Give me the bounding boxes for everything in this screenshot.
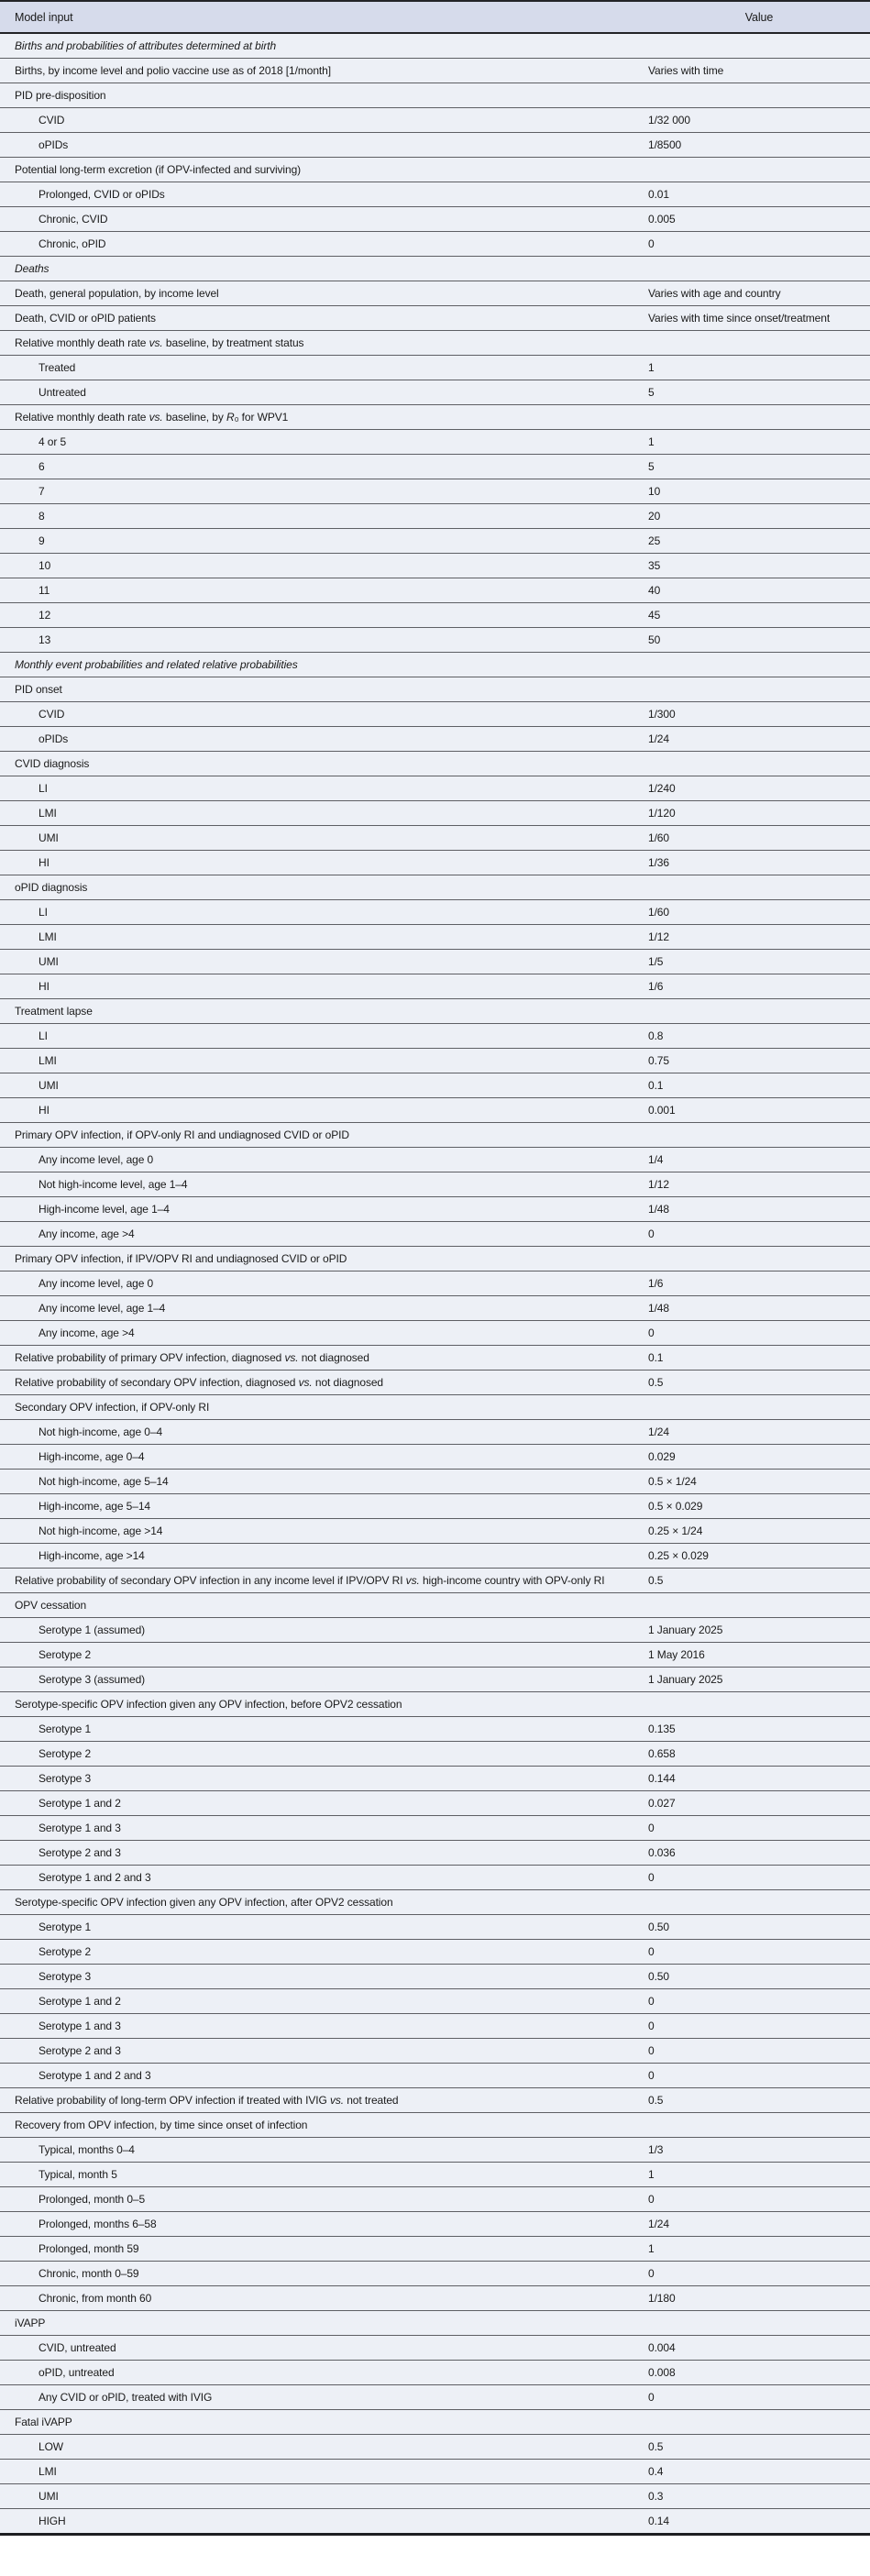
- row-value: 1/60: [648, 900, 870, 925]
- row-value: 50: [648, 628, 870, 653]
- table-row: [0, 826, 870, 851]
- row-value: 1/32 000: [648, 108, 870, 133]
- table-row: [0, 1618, 870, 1643]
- table-row: [0, 2138, 870, 2163]
- table-row: [0, 2361, 870, 2385]
- row-label: Serotype 2 and 3: [0, 2039, 648, 2064]
- table-row: [0, 207, 870, 232]
- row-value: 0.5: [648, 2088, 870, 2113]
- row-value: 0.027: [648, 1791, 870, 1816]
- row-label: Serotype 2: [0, 1742, 648, 1767]
- table-row: [0, 2509, 870, 2535]
- group-row: [0, 1395, 870, 1420]
- row-value: 0: [648, 1866, 870, 1890]
- row-value: 0: [648, 2064, 870, 2088]
- table-row: [0, 1024, 870, 1049]
- row-label: Births and probabilities of attributes determined at birth: [15, 39, 277, 52]
- row-label: Serotype 2: [0, 1940, 648, 1965]
- row-value: 1/36: [648, 851, 870, 875]
- row-label: UMI: [0, 950, 648, 974]
- row-label: CVID: [0, 702, 648, 727]
- row-value: 0.5 × 1/24: [648, 1470, 870, 1494]
- group-row: [0, 2113, 870, 2138]
- row-label: Not high-income level, age 1–4: [0, 1172, 648, 1197]
- group-row: [0, 1692, 870, 1717]
- row-label: Deaths: [0, 257, 870, 281]
- row-value: 0.4: [648, 2460, 870, 2484]
- row-value: 1: [648, 356, 870, 380]
- table-row: [0, 1866, 870, 1890]
- row-value: 10: [648, 479, 870, 504]
- table-row: [0, 455, 870, 479]
- group-row: [0, 875, 870, 900]
- row-label: Any income level, age 1–4: [0, 1296, 648, 1321]
- table-row: [0, 380, 870, 405]
- row-label: 4 or 5: [0, 430, 648, 455]
- table-row: [0, 974, 870, 999]
- group-row: [0, 752, 870, 776]
- table-row: [0, 2336, 870, 2361]
- table-row: [0, 1321, 870, 1346]
- row-value: 1 January 2025: [648, 1668, 870, 1692]
- row-label: Serotype 1 and 2 and 3: [0, 1866, 648, 1890]
- row-label: iVAPP: [0, 2311, 870, 2336]
- section-row: [0, 653, 870, 677]
- row-value: 1/8500: [648, 133, 870, 158]
- row-label: Prolonged, month 0–5: [0, 2187, 648, 2212]
- table-row: [0, 2212, 870, 2237]
- row-value: 1/24: [648, 727, 870, 752]
- table-row: [0, 1420, 870, 1445]
- group-row: [0, 331, 870, 356]
- row-label: Untreated: [0, 380, 648, 405]
- row-label: UMI: [0, 826, 648, 851]
- table-row: [0, 1989, 870, 2014]
- table-row: [0, 504, 870, 529]
- row-label: 8: [0, 504, 648, 529]
- row-value: Varies with time since onset/treatment: [648, 306, 870, 331]
- row-value: 0.50: [648, 1915, 870, 1940]
- row-label: LMI: [0, 801, 648, 826]
- row-value: 0: [648, 2187, 870, 2212]
- row-label: Treatment lapse: [0, 999, 870, 1024]
- table-row: [0, 1643, 870, 1668]
- row-label: 11: [0, 578, 648, 603]
- table-row: [0, 1098, 870, 1123]
- table-row: [0, 1470, 870, 1494]
- row-label: LOW: [0, 2435, 648, 2460]
- row-value: 0.25 × 0.029: [648, 1544, 870, 1569]
- row-value: 1 May 2016: [648, 1643, 870, 1668]
- row-label: Any income level, age 0: [0, 1148, 648, 1172]
- row-label: Serotype 1: [0, 1915, 648, 1940]
- row-label: Relative probability of secondary OPV infection, diagnosed vs. not diagnosed: [0, 1371, 648, 1395]
- column-header-model-input: Model input: [0, 1, 648, 33]
- row-label: Chronic, month 0–59: [0, 2262, 648, 2286]
- section-row: [0, 257, 870, 281]
- table-row: [0, 950, 870, 974]
- table-row: [0, 900, 870, 925]
- group-row: [0, 1593, 870, 1618]
- table-body: [0, 33, 870, 2535]
- table-row: [0, 776, 870, 801]
- row-value: 1/6: [648, 1271, 870, 1296]
- row-label: Chronic, from month 60: [0, 2286, 648, 2311]
- table-row: [0, 1271, 870, 1296]
- group-row: [0, 405, 870, 430]
- table-row: [0, 1494, 870, 1519]
- row-value: 0.144: [648, 1767, 870, 1791]
- row-value: 0.1: [648, 1346, 870, 1371]
- row-value: 0: [648, 232, 870, 257]
- row-value: 0.8: [648, 1024, 870, 1049]
- table-row: [0, 554, 870, 578]
- row-label: PID onset: [0, 677, 870, 702]
- row-label: Serotype 3: [0, 1965, 648, 1989]
- row-label: Serotype-specific OPV infection given any OPV infection, before OPV2 cessation: [0, 1692, 870, 1717]
- row-label: Prolonged, month 59: [0, 2237, 648, 2262]
- row-value: 1/240: [648, 776, 870, 801]
- table-row: [0, 1073, 870, 1098]
- table-row: [0, 479, 870, 504]
- table-row: [0, 108, 870, 133]
- table-row: [0, 1371, 870, 1395]
- table-row: [0, 306, 870, 331]
- row-label: Death, general population, by income level: [0, 281, 648, 306]
- row-label: Not high-income, age 5–14: [0, 1470, 648, 1494]
- row-value: 0.3: [648, 2484, 870, 2509]
- row-label: Any income, age >4: [0, 1222, 648, 1247]
- row-value: 0.25 × 1/24: [648, 1519, 870, 1544]
- row-label: LI: [0, 776, 648, 801]
- row-value: 1/48: [648, 1296, 870, 1321]
- table-row: [0, 2014, 870, 2039]
- row-value: 35: [648, 554, 870, 578]
- row-label: LI: [0, 1024, 648, 1049]
- row-value: 5: [648, 455, 870, 479]
- row-label: Serotype 3: [0, 1767, 648, 1791]
- table-row: [0, 1197, 870, 1222]
- row-label: CVID diagnosis: [0, 752, 870, 776]
- row-label: oPIDs: [0, 727, 648, 752]
- table-row: [0, 1940, 870, 1965]
- table-row: [0, 1742, 870, 1767]
- row-label: Typical, month 5: [0, 2163, 648, 2187]
- group-row: [0, 1123, 870, 1148]
- row-value: 0: [648, 2385, 870, 2410]
- group-row: [0, 1890, 870, 1915]
- table-row: [0, 232, 870, 257]
- row-label: Serotype-specific OPV infection given any OPV infection, after OPV2 cessation: [0, 1890, 870, 1915]
- table-row: [0, 1544, 870, 1569]
- row-label: 9: [0, 529, 648, 554]
- row-value: 1: [648, 2163, 870, 2187]
- table-row: [0, 182, 870, 207]
- table-row: [0, 925, 870, 950]
- row-label: Relative monthly death rate vs. baseline, by R₀ for WPV1: [0, 405, 870, 430]
- row-label: Serotype 1: [0, 1717, 648, 1742]
- row-label: Any income level, age 0: [0, 1271, 648, 1296]
- row-value: 25: [648, 529, 870, 554]
- table-row: [0, 1172, 870, 1197]
- row-label: Treated: [0, 356, 648, 380]
- table-row: [0, 2286, 870, 2311]
- table-row: [0, 1049, 870, 1073]
- row-label: HIGH: [0, 2509, 648, 2535]
- row-value: Varies with time: [648, 59, 870, 83]
- row-value: 1/180: [648, 2286, 870, 2311]
- row-label: 10: [0, 554, 648, 578]
- row-label: Monthly event probabilities and related relative probabilities: [0, 653, 870, 677]
- row-value: 0.005: [648, 207, 870, 232]
- table-row: [0, 430, 870, 455]
- row-value: 1: [648, 2237, 870, 2262]
- table-row: [0, 801, 870, 826]
- row-label: Serotype 1 and 3: [0, 2014, 648, 2039]
- table-row: [0, 1148, 870, 1172]
- table-row: [0, 702, 870, 727]
- row-value: 1/300: [648, 702, 870, 727]
- table-row: [0, 1717, 870, 1742]
- group-row: [0, 677, 870, 702]
- row-value: 1/4: [648, 1148, 870, 1172]
- row-value: 1/6: [648, 974, 870, 999]
- table-row: [0, 851, 870, 875]
- table-row: [0, 1296, 870, 1321]
- row-label: HI: [0, 851, 648, 875]
- row-label: Chronic, oPID: [0, 232, 648, 257]
- table-row: [0, 1222, 870, 1247]
- row-value: 1/3: [648, 2138, 870, 2163]
- row-label: Relative monthly death rate vs. baseline, by treatment status: [0, 331, 870, 356]
- row-value: 0.5: [648, 1569, 870, 1593]
- row-value: 0: [648, 2262, 870, 2286]
- table-row: [0, 59, 870, 83]
- row-label: High-income, age >14: [0, 1544, 648, 1569]
- table-row: [0, 2088, 870, 2113]
- table-row: [0, 2460, 870, 2484]
- row-value: 20: [648, 504, 870, 529]
- row-value: 0.029: [648, 1445, 870, 1470]
- group-row: [0, 83, 870, 108]
- group-row: [0, 999, 870, 1024]
- row-label: Serotype 1 and 2: [0, 1989, 648, 2014]
- row-value: 5: [648, 380, 870, 405]
- row-value: 0.658: [648, 1742, 870, 1767]
- row-value: 1/5: [648, 950, 870, 974]
- row-value: 1/24: [648, 1420, 870, 1445]
- table-row: [0, 2064, 870, 2088]
- row-label: CVID: [0, 108, 648, 133]
- row-value: 0: [648, 1989, 870, 2014]
- group-row: [0, 158, 870, 182]
- row-label: Serotype 2 and 3: [0, 1841, 648, 1866]
- row-label: Serotype 3 (assumed): [0, 1668, 648, 1692]
- row-value: 0: [648, 1940, 870, 1965]
- row-label: Serotype 1 and 2: [0, 1791, 648, 1816]
- row-label: Relative probability of long-term OPV infection if treated with IVIG vs. not treated: [0, 2088, 648, 2113]
- row-label: HI: [0, 1098, 648, 1123]
- row-value: 0.036: [648, 1841, 870, 1866]
- row-label: oPID diagnosis: [0, 875, 870, 900]
- row-label: Serotype 1 and 3: [0, 1816, 648, 1841]
- row-value: 0: [648, 1222, 870, 1247]
- row-label: LMI: [0, 2460, 648, 2484]
- row-label: CVID, untreated: [0, 2336, 648, 2361]
- table-row: [0, 529, 870, 554]
- table-row: [0, 1965, 870, 1989]
- row-label: UMI: [0, 1073, 648, 1098]
- row-value: 0.5 × 0.029: [648, 1494, 870, 1519]
- row-value: 40: [648, 578, 870, 603]
- row-label: Chronic, CVID: [0, 207, 648, 232]
- table-row: [0, 2187, 870, 2212]
- row-label: Births, by income level and polio vaccine use as of 2018 [1/month]: [0, 59, 648, 83]
- table-row: [0, 2385, 870, 2410]
- row-label: Fatal iVAPP: [0, 2410, 870, 2435]
- table-row: [0, 1816, 870, 1841]
- table-row: [0, 1915, 870, 1940]
- row-value: 1/48: [648, 1197, 870, 1222]
- row-label: LMI: [0, 925, 648, 950]
- row-value: 0.004: [648, 2336, 870, 2361]
- row-label: Not high-income, age 0–4: [0, 1420, 648, 1445]
- row-value: 0: [648, 1321, 870, 1346]
- table-row: [0, 281, 870, 306]
- row-label: Secondary OPV infection, if OPV-only RI: [0, 1395, 870, 1420]
- row-label: Potential long-term excretion (if OPV-infected and surviving): [0, 158, 870, 182]
- row-label: Relative probability of secondary OPV infection in any income level if IPV/OPV RI vs. high-income country with OPV-only RI: [0, 1569, 648, 1593]
- column-header-value: Value: [648, 1, 870, 33]
- row-value: 0.1: [648, 1073, 870, 1098]
- table-row: [0, 1767, 870, 1791]
- table-row: [0, 603, 870, 628]
- header-row: [0, 1, 870, 33]
- row-label: Prolonged, CVID or oPIDs: [0, 182, 648, 207]
- row-label: Any CVID or oPID, treated with IVIG: [0, 2385, 648, 2410]
- table-row: [0, 727, 870, 752]
- table-row: [0, 2484, 870, 2509]
- row-value: 1/24: [648, 2212, 870, 2237]
- table-row: [0, 1791, 870, 1816]
- row-value: 1/60: [648, 826, 870, 851]
- table-row: [0, 1569, 870, 1593]
- table-row: [0, 1668, 870, 1692]
- row-value: 0.01: [648, 182, 870, 207]
- table-row: [0, 578, 870, 603]
- row-value: 0: [648, 2039, 870, 2064]
- row-value: 0.5: [648, 1371, 870, 1395]
- row-label: LI: [0, 900, 648, 925]
- row-label: 12: [0, 603, 648, 628]
- row-value: 45: [648, 603, 870, 628]
- row-label: Serotype 2: [0, 1643, 648, 1668]
- row-label: 7: [0, 479, 648, 504]
- table-row: [0, 2163, 870, 2187]
- row-value: 1 January 2025: [648, 1618, 870, 1643]
- row-label: Primary OPV infection, if IPV/OPV RI and undiagnosed CVID or oPID: [0, 1247, 870, 1271]
- row-label: Relative probability of primary OPV infection, diagnosed vs. not diagnosed: [0, 1346, 648, 1371]
- row-label: OPV cessation: [0, 1593, 870, 1618]
- group-row: [0, 2311, 870, 2336]
- row-value: Varies with age and country: [648, 281, 870, 306]
- row-label: High-income, age 0–4: [0, 1445, 648, 1470]
- table-row: [0, 356, 870, 380]
- row-label: Not high-income, age >14: [0, 1519, 648, 1544]
- row-label: Serotype 1 (assumed): [0, 1618, 648, 1643]
- row-value: 0.008: [648, 2361, 870, 2385]
- table-row: [0, 1445, 870, 1470]
- row-value: 0.5: [648, 2435, 870, 2460]
- row-value: 1/12: [648, 1172, 870, 1197]
- row-label: Typical, months 0–4: [0, 2138, 648, 2163]
- row-label: Death, CVID or oPID patients: [0, 306, 648, 331]
- row-label: LMI: [0, 1049, 648, 1073]
- row-label: High-income, age 5–14: [0, 1494, 648, 1519]
- row-label: HI: [0, 974, 648, 999]
- row-label: oPID, untreated: [0, 2361, 648, 2385]
- table-row: [0, 2262, 870, 2286]
- table-row: [0, 1346, 870, 1371]
- row-value: 1: [648, 430, 870, 455]
- table-row: [0, 133, 870, 158]
- row-label: 6: [0, 455, 648, 479]
- row-value: 0.135: [648, 1717, 870, 1742]
- row-value: 0.75: [648, 1049, 870, 1073]
- row-value: 1/120: [648, 801, 870, 826]
- row-label: 13: [0, 628, 648, 653]
- row-label: PID pre-disposition: [0, 83, 870, 108]
- table-row: [0, 2237, 870, 2262]
- table-row: [0, 1841, 870, 1866]
- row-label: Serotype 1 and 2 and 3: [0, 2064, 648, 2088]
- row-value: 0: [648, 1816, 870, 1841]
- row-value: 1/12: [648, 925, 870, 950]
- row-label: Recovery from OPV infection, by time since onset of infection: [0, 2113, 870, 2138]
- group-row: [0, 2410, 870, 2435]
- table-row: [0, 2435, 870, 2460]
- row-label: Any income, age >4: [0, 1321, 648, 1346]
- row-label: UMI: [0, 2484, 648, 2509]
- table-row: [0, 1519, 870, 1544]
- section-row: [0, 33, 870, 59]
- row-label: Primary OPV infection, if OPV-only RI and undiagnosed CVID or oPID: [0, 1123, 870, 1148]
- row-label: High-income level, age 1–4: [0, 1197, 648, 1222]
- row-value: 0.50: [648, 1965, 870, 1989]
- row-label: oPIDs: [0, 133, 648, 158]
- row-label: Prolonged, months 6–58: [0, 2212, 648, 2237]
- group-row: [0, 1247, 870, 1271]
- table-header: [0, 1, 870, 33]
- row-value: 0.14: [648, 2509, 870, 2535]
- row-value: 0: [648, 2014, 870, 2039]
- table-row: [0, 2039, 870, 2064]
- row-value: 0.001: [648, 1098, 870, 1123]
- table-row: [0, 628, 870, 653]
